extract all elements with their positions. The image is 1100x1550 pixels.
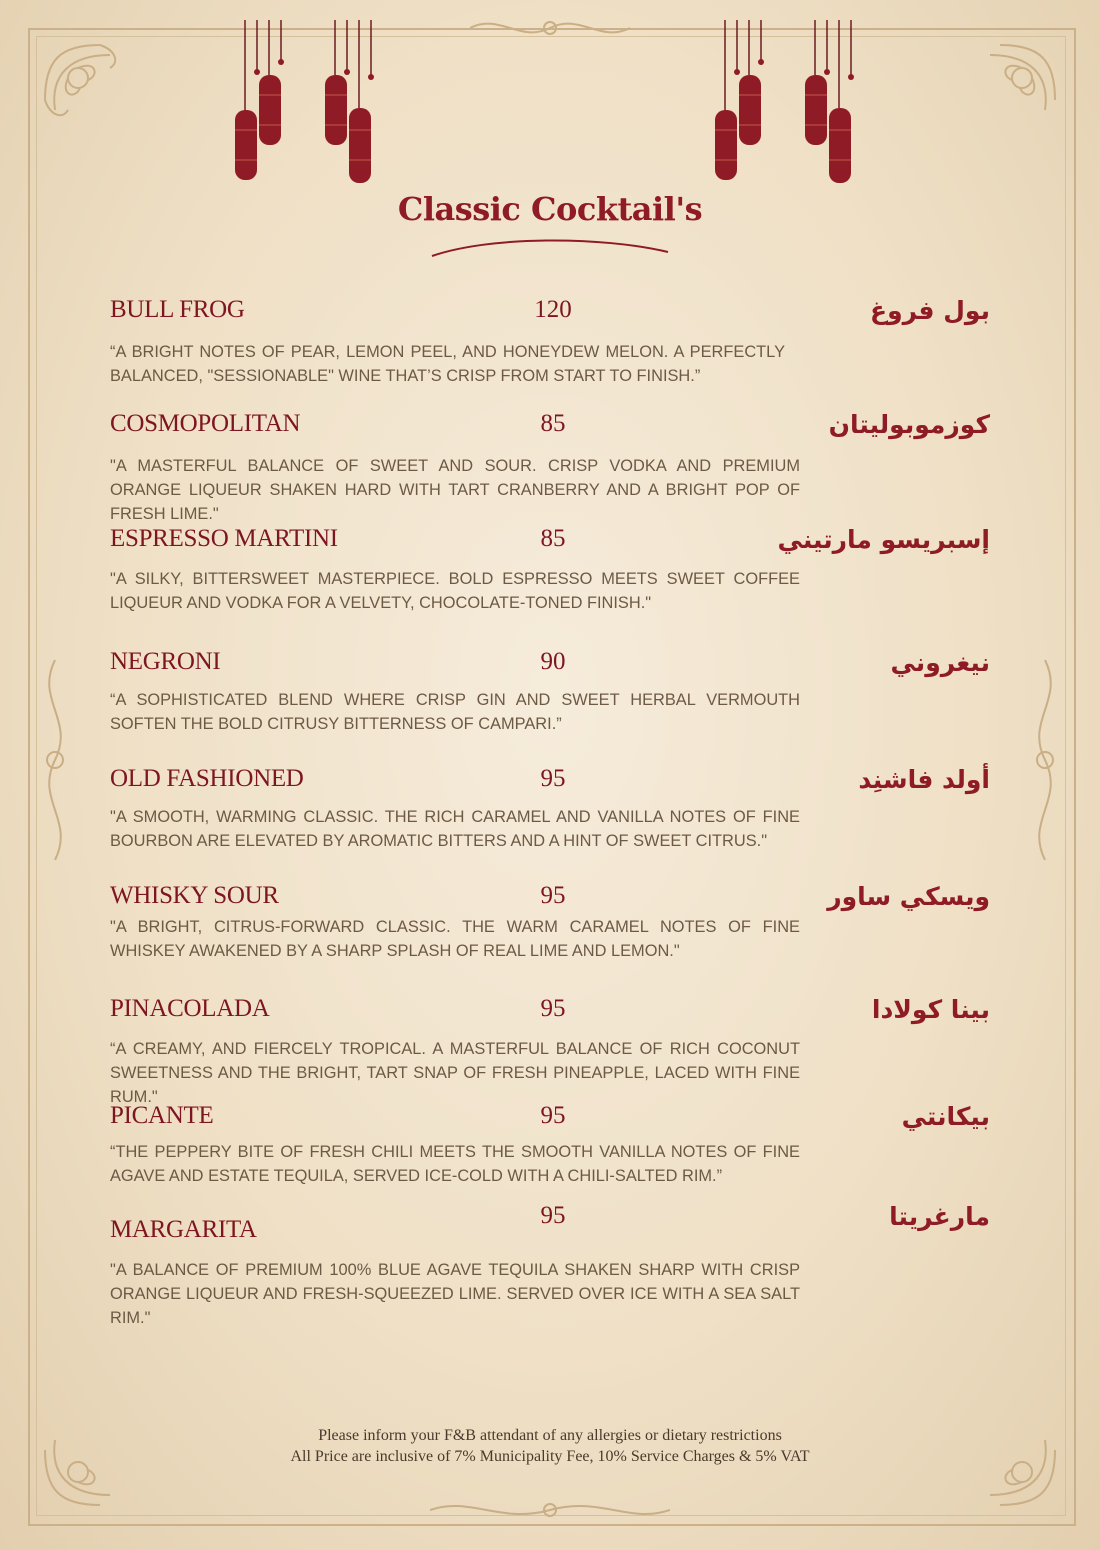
allergy-notice: Please inform your F&B attendant of any allergies or dietary restrictions [318, 1427, 782, 1444]
page-title: Classic Cocktail's [397, 190, 703, 228]
item-name: BULL FROG [110, 296, 245, 323]
item-description: "A BALANCE OF PREMIUM 100% BLUE AGAVE TEQUILA SHAKEN SHARP WITH CRISP ORANGE LIQUEUR AND FRESH-SQUEEZED LIME. SERVED OVER ICE WITH A SEA SALT RIM." [110, 1261, 800, 1327]
footer-notice [0, 1425, 1100, 1467]
item-price: 85 [540, 410, 566, 437]
corner-ornament-top-left [40, 40, 150, 150]
corner-ornament-top-right [950, 40, 1060, 150]
item-description: "A BRIGHT, CITRUS-FORWARD CLASSIC. THE WARM CARAMEL NOTES OF FINE WHISKEY AWAKENED BY A SHARP SPLASH OF REAL LIME AND LEMON." [110, 918, 800, 960]
item-name-arabic: مارغريتا [889, 1202, 990, 1231]
item-name: COSMOPOLITAN [110, 410, 301, 437]
item-price: 95 [540, 1202, 566, 1229]
item-description: “A SOPHISTICATED BLEND WHERE CRISP GIN AND SWEET HERBAL VERMOUTH SOFTEN THE BOLD CITRUSY BITTERNESS OF CAMPARI.” [110, 691, 800, 733]
item-name: PICANTE [110, 1102, 214, 1129]
item-name-arabic: بينا كولادا [871, 995, 990, 1024]
item-name: PINACOLADA [110, 995, 270, 1022]
price-notice: All Price are inclusive of 7% Municipality Fee, 10% Service Charges & 5% VAT [290, 1448, 810, 1465]
item-name: OLD FASHIONED [110, 765, 304, 792]
item-name-arabic: إسبريسو مارتيني [777, 525, 990, 554]
item-description: "A SILKY, BITTERSWEET MASTERPIECE. BOLD ESPRESSO MEETS SWEET COFFEE LIQUEUR AND VODKA FOR A VELVETY, CHOCOLATE-TONED FINISH." [110, 570, 800, 612]
item-name: ESPRESSO MARTINI [110, 525, 338, 552]
title-underline-swash [430, 234, 670, 264]
item-name-arabic: بيكانتي [901, 1102, 990, 1131]
item-name: WHISKY SOUR [110, 882, 279, 909]
side-ornament-right [1020, 660, 1070, 860]
item-name-arabic: كوزموبوليتان [828, 410, 990, 439]
item-price: 95 [540, 1102, 566, 1129]
item-description: “THE PEPPERY BITE OF FRESH CHILI MEETS THE SMOOTH VANILLA NOTES OF FINE AGAVE AND ESTATE TEQUILA, SERVED ICE-COLD WITH A CHILI-SALTED RIM.” [110, 1143, 800, 1185]
item-name-arabic: نيغروني [890, 648, 990, 677]
item-name-arabic: ويسكي ساور [827, 882, 990, 911]
item-description: "A MASTERFUL BALANCE OF SWEET AND SOUR. CRISP VODKA AND PREMIUM ORANGE LIQUEUR SHAKEN HARD WITH TART CRANBERRY AND A BRIGHT POP OF FRESH LIME." [110, 457, 800, 523]
item-price: 95 [540, 882, 566, 909]
item-price: 120 [534, 296, 572, 323]
lanterns-left-icon [225, 0, 395, 200]
item-name-arabic: أولد فاشنِد [858, 765, 990, 794]
bottom-center-ornament [430, 1492, 670, 1528]
item-price: 90 [540, 648, 566, 675]
item-price: 95 [540, 765, 566, 792]
lanterns-right-icon [705, 0, 875, 200]
item-description: “A BRIGHT NOTES OF PEAR, LEMON PEEL, AND HONEYDEW MELON. A PERFECTLY BALANCED, "SESSIONABLE" WINE THAT’S CRISP FROM START TO FINISH.” [110, 343, 785, 385]
item-name: NEGRONI [110, 648, 221, 675]
item-name: MARGARITA [110, 1216, 257, 1243]
item-name-arabic: بول فروغ [870, 296, 990, 325]
item-price: 85 [540, 525, 566, 552]
item-price: 95 [540, 995, 566, 1022]
top-center-ornament [470, 8, 630, 48]
item-description: “A CREAMY, AND FIERCELY TROPICAL. A MASTERFUL BALANCE OF RICH COCONUT SWEETNESS AND THE BRIGHT, TART SNAP OF FRESH PINEAPPLE, LACED WITH FINE RUM." [110, 1040, 800, 1106]
side-ornament-left [30, 660, 80, 860]
item-description: "A SMOOTH, WARMING CLASSIC. THE RICH CARAMEL AND VANILLA NOTES OF FINE BOURBON ARE ELEVATED BY AROMATIC BITTERS AND A HINT OF SWEET CITRUS." [110, 808, 800, 850]
